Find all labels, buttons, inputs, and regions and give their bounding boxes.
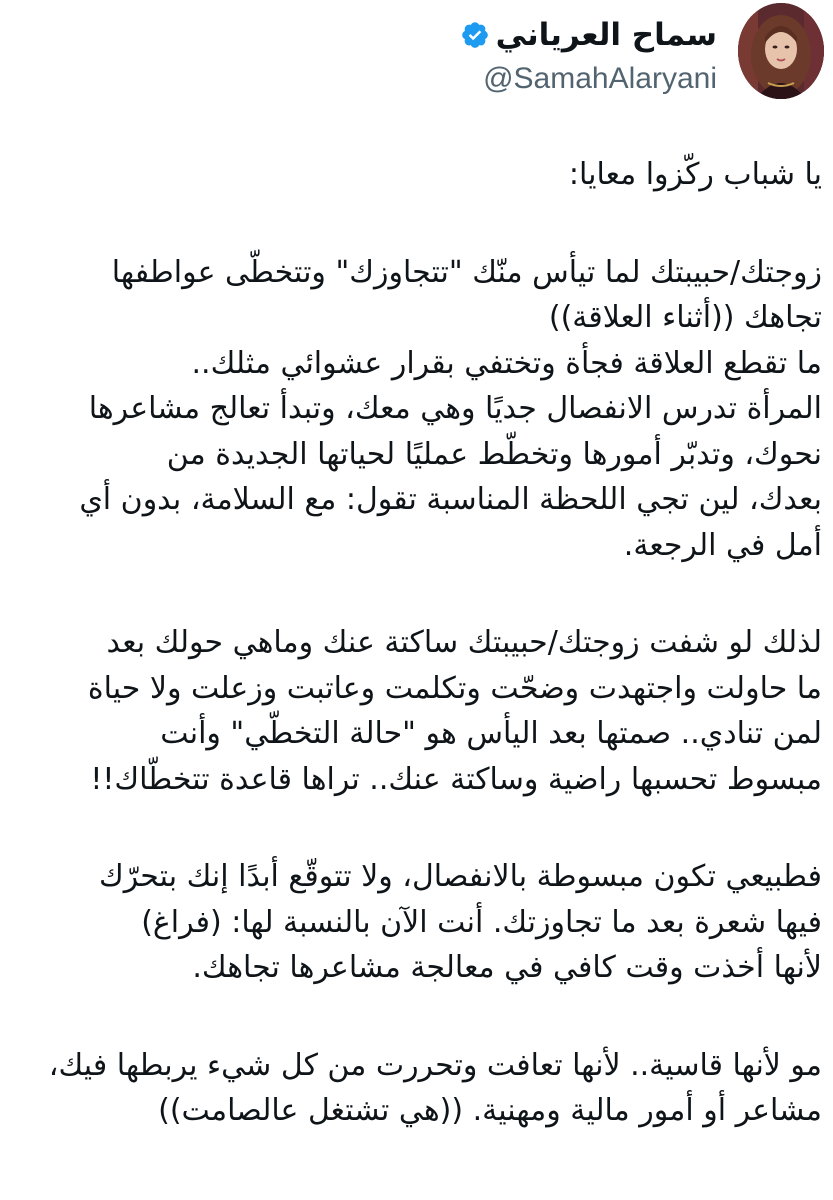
- tweet-paragraph: [14, 1043, 822, 1134]
- tweet-line: مبسوط تحسبها راضية وساكتة عنك.. تراها قاعدة تتخطّاك!!: [90, 761, 822, 797]
- tweet-paragraph: [14, 620, 822, 802]
- tweet-header: [0, 0, 833, 110]
- tweet-line: نحوك، وتدبّر أمورها وتخطّط عمليًا لحياتها الجديدة من: [166, 436, 822, 472]
- author-display-name[interactable]: سماح العرياني: [495, 17, 717, 53]
- tweet-author: [460, 14, 717, 98]
- tweet-paragraph: [14, 250, 822, 569]
- tweet-line: أمل في الرجعة.: [623, 527, 822, 563]
- author-handle[interactable]: @SamahAlaryani: [483, 62, 717, 95]
- tweet-line: المرأة تدرس الانفصال جديًا وهي معك، وتبدأ تعالج مشاعرها: [88, 391, 822, 426]
- avatar[interactable]: [738, 3, 824, 99]
- author-name-row: [460, 14, 717, 56]
- tweet-text: [14, 152, 822, 1186]
- tweet-line: فيها شعرة بعد ما تجاوزتك. أنت الآن بالنسبة لها: (فراغ): [141, 904, 822, 940]
- tweet-line: لذلك لو شفت زوجتك/حبيبتك ساكتة عنك وماهي حولك بعد: [106, 625, 822, 660]
- tweet-line: مو لأنها قاسية.. لأنها تعافت وتحررت من كل شيء يربطها فيك،: [48, 1047, 822, 1083]
- verified-badge-icon: [460, 20, 490, 50]
- tweet-line: لأنها أخذت وقت كافي في معالجة مشاعرها تجاهك.: [192, 950, 822, 985]
- tweet-line: بعدك، لين تجي اللحظة المناسبة تقول: مع السلامة، بدون أي: [79, 482, 822, 517]
- tweet-line: ما تقطع العلاقة فجأة وتختفي بقرار عشوائي مثلك..: [191, 345, 822, 381]
- tweet-line: زوجتك/حبيبتك لما تيأس منّك "تتجاوزك" وتتخطّى عواطفها: [111, 254, 822, 290]
- tweet-line: تجاهك ((أثناء العلاقة)): [548, 300, 822, 335]
- tweet-line: لمن تنادي.. صمتها بعد اليأس هو "حالة التخطّي" وأنت: [160, 716, 822, 751]
- tweet-paragraph: [14, 854, 822, 991]
- tweet-line: مشاعر أو أمور مالية ومهنية. ((هي تشتغل عالصامت)): [158, 1093, 822, 1128]
- tweet-line: فطبيعي تكون مبسوطة بالانفصال، ولا تتوقّع أبدًا إنك بتحرّك: [99, 859, 822, 894]
- tweet-line: ما حاولت واجتهدت وضحّت وتكلمت وعاتبت وزعلت ولا حياة: [87, 670, 822, 706]
- tweet-paragraph: [14, 152, 822, 198]
- avatar-photo: [738, 3, 824, 99]
- tweet-line: يا شباب ركّزوا معايا:: [568, 157, 822, 192]
